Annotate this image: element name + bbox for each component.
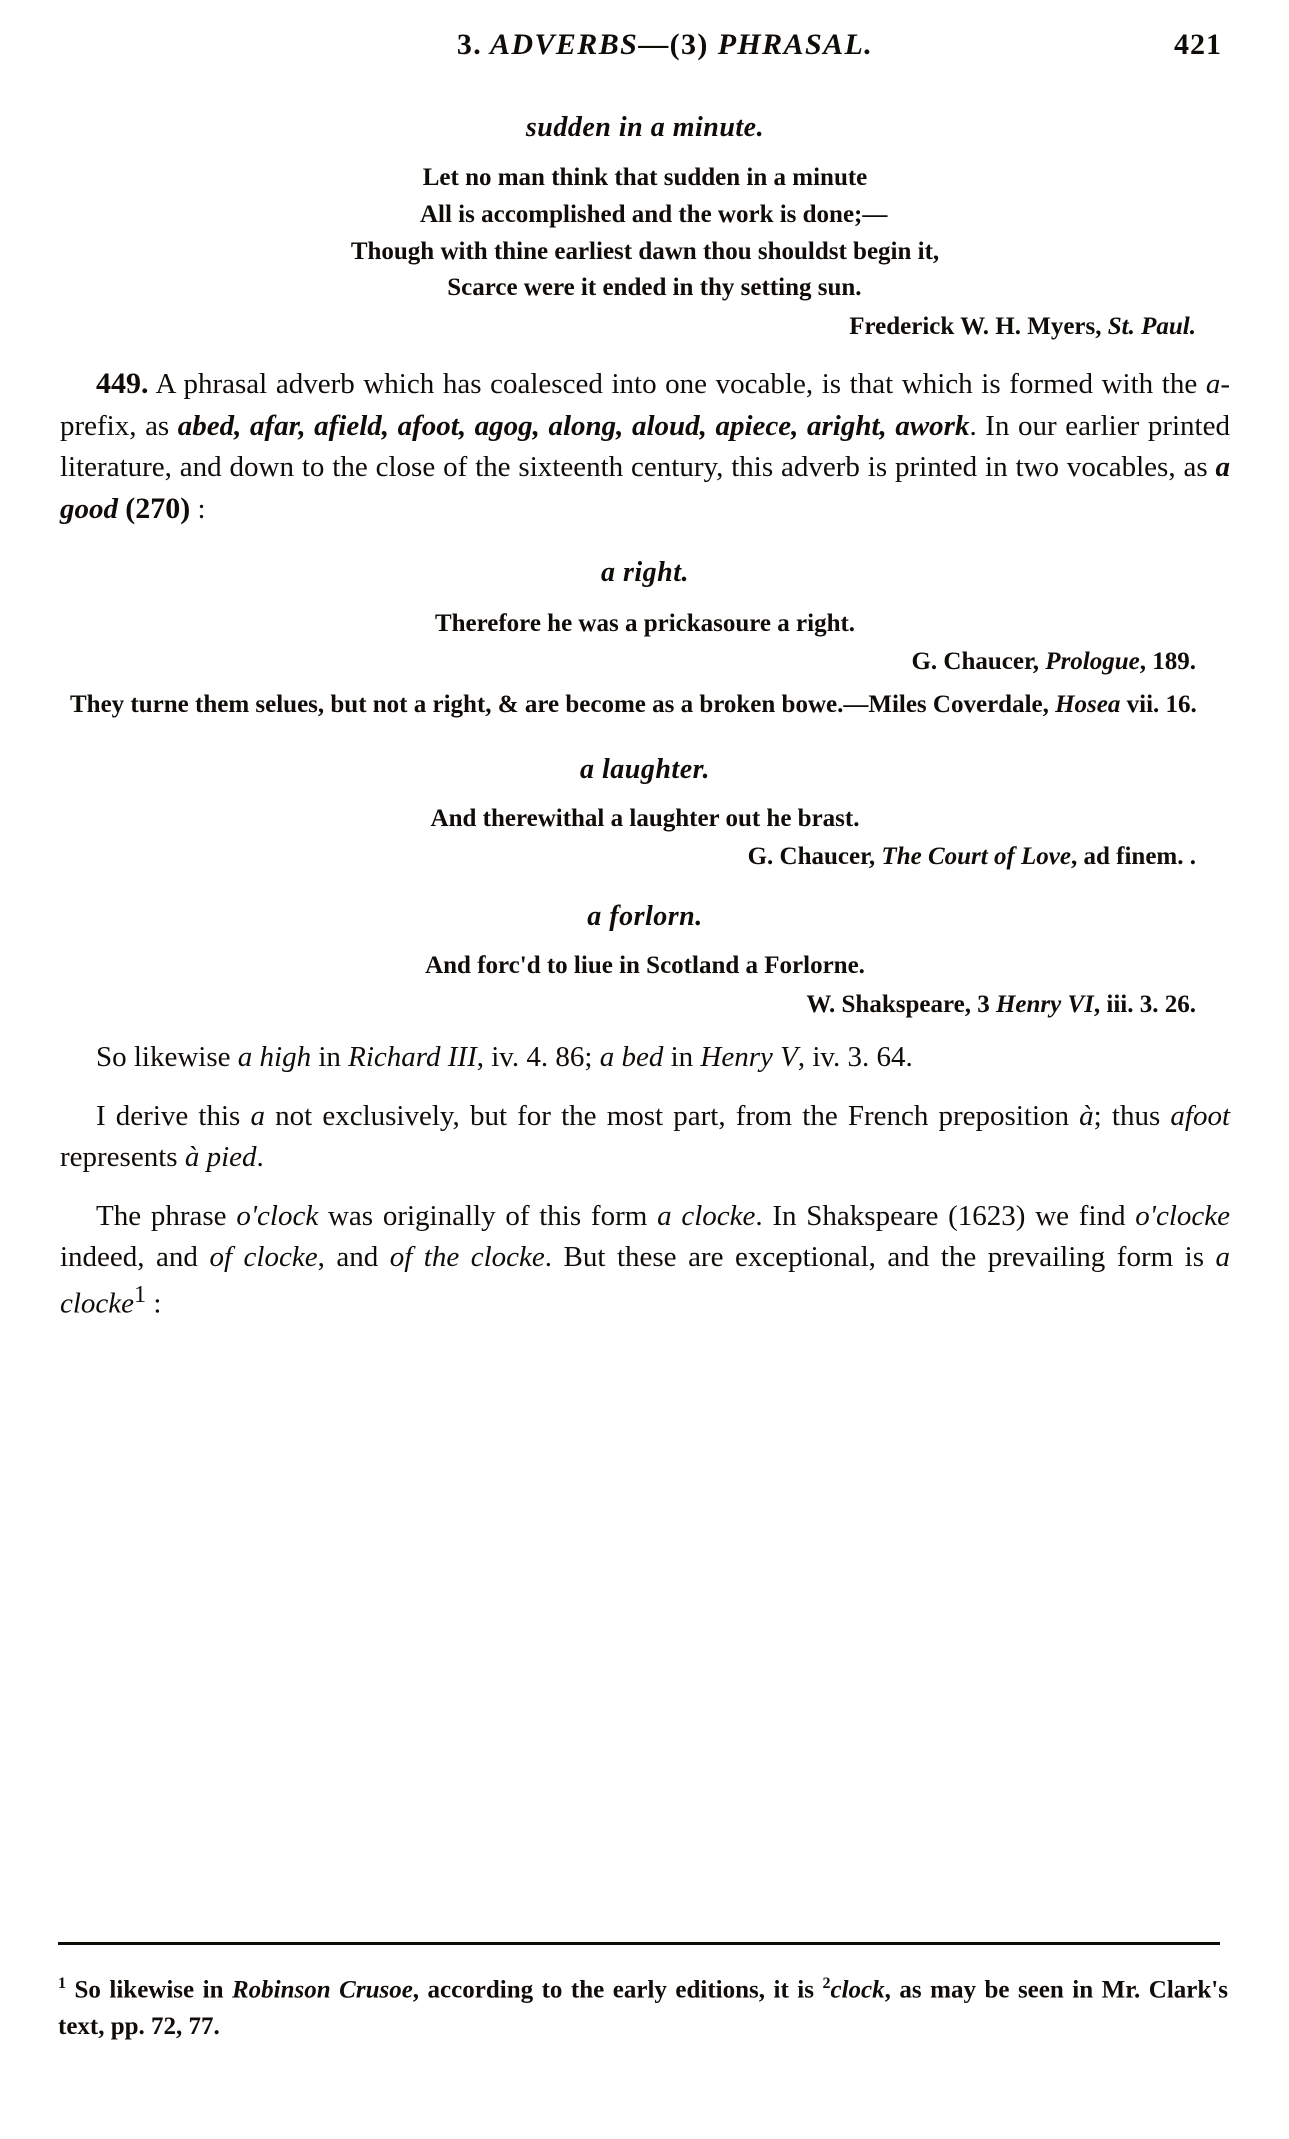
cite-a-laughter (60, 843, 1230, 871)
cite-a-forlorn (60, 991, 1230, 1019)
verse-attribution-author: Frederick W. H. Myers, (849, 313, 1108, 340)
cite-a-laughter-work: The Court of Love (881, 843, 1071, 871)
verse-line-2: All is accomplished and the work is done;— (402, 200, 888, 228)
paragraph-oclock-italic-5: of the clocke (389, 1241, 545, 1274)
paragraph-likewise-italic-3: a bed (599, 1040, 664, 1073)
quote-a-forlorn: And forc'd to liue in Scotland a Forlorne. (425, 952, 865, 980)
paragraph-oclock-text-6: . But these are exceptional, and the prevailing form is (544, 1241, 1216, 1274)
page-number: 421 (1174, 28, 1222, 61)
paragraph-derive-italic-1: a (250, 1099, 265, 1132)
paragraph-derive-italic-3: afoot (1170, 1099, 1231, 1132)
paragraph-449-text-3: . In our earlier printed literature, and down to the close of the sixteenth century, this adverb is printed in two vocables, as (60, 409, 1230, 483)
paragraph-oclock-italic-4: of clocke (209, 1241, 318, 1274)
paragraph-oclock-italic-6: a clocke (60, 1241, 1231, 1321)
footnote-italic-1: Robinson Crusoe (232, 1976, 413, 2004)
verse-line-4: Scarce were it ended in thy setting sun. (428, 274, 862, 302)
quote-a-laughter: And therewithal a laughter out he brast. (430, 804, 860, 832)
footnote-text-2: , according to the early editions, it is (412, 1976, 823, 2004)
cite-a-forlorn-locus: , iii. 3. 26. (1093, 990, 1196, 1018)
paragraph-derive-text-4: represents (60, 1140, 185, 1173)
heading-a-laughter: a laughter. (580, 753, 710, 785)
paragraph-oclock-text-2: was originally of this form (318, 1200, 658, 1233)
paragraph-likewise (60, 1037, 1230, 1078)
page-content (60, 28, 1230, 1325)
footnote-reference-marker: 1 (134, 1281, 147, 1309)
running-head-title-text: ADVERBS (490, 28, 639, 61)
cite-a-forlorn-author: W. Shakspeare, 3 (806, 990, 996, 1018)
paragraph-oclock-text-3: . In Shakspeare (1623) we find (755, 1200, 1136, 1233)
paragraph-449-text-5: : (190, 492, 206, 525)
verse-line-1: Let no man think that sudden in a minute (422, 164, 868, 191)
quote-coverdale (60, 686, 1230, 724)
heading-a-right: a right. (600, 556, 690, 588)
cite-a-right (60, 648, 1230, 676)
paragraph-oclock-text-4: indeed, and (60, 1241, 210, 1274)
heading-a-forlorn: a forlorn. (587, 901, 703, 933)
paragraph-oclock (60, 1196, 1230, 1325)
paragraph-derive-text-1: I derive this (96, 1099, 251, 1132)
heading-sudden-in-a-minute: sudden in a minute. (525, 112, 765, 143)
verse-attribution (60, 313, 1230, 341)
quote-coverdale-work: Hosea (1055, 691, 1121, 719)
paragraph-oclock-text-1: The phrase (96, 1200, 237, 1233)
verse-block (60, 160, 1230, 307)
paragraph-likewise-italic-2: Richard III (348, 1040, 477, 1073)
paragraph-likewise-text-5: , iv. 3. 64. (797, 1040, 913, 1073)
paragraph-449-italic-1: a (1205, 368, 1221, 400)
paragraph-derive-italic-4: à pied (184, 1140, 257, 1173)
paragraph-oclock-text-5: , and (317, 1241, 390, 1274)
running-head-dash: — (638, 28, 670, 61)
cite-a-laughter-locus: , ad finem. . (1071, 843, 1196, 871)
paragraph-likewise-text-3: , iv. 4. 86; (476, 1040, 600, 1073)
verse-line-3: Though with thine earliest dawn thou shouldst begin it, (350, 237, 940, 265)
cite-a-forlorn-work: Henry VI (995, 990, 1094, 1018)
paragraph-449-italic-2: abed, afar, afield, afoot, agog, along, aloud, apiece, aright, awork (177, 409, 970, 442)
paragraph-likewise-text-2: in (311, 1040, 349, 1073)
quote-a-right: Therefore he was a prickasoure a right. (434, 609, 856, 637)
paragraph-449 (60, 363, 1230, 531)
paragraph-likewise-italic-1: a high (237, 1040, 312, 1073)
paragraph-449-italic-3: a good (60, 450, 1230, 525)
running-head (60, 28, 1230, 86)
section-number-449: 449. (96, 367, 149, 400)
footnote-text-1: So likewise in (66, 1976, 232, 2004)
paragraph-likewise-italic-4: Henry V (700, 1040, 798, 1073)
paragraph-449-cross-ref: (270) (125, 491, 191, 525)
paragraph-oclock-italic-3: o'clocke (1135, 1200, 1231, 1233)
running-head-subsection: (3) (669, 28, 709, 61)
footnote-italic-2: clock (830, 1976, 885, 2004)
quote-coverdale-text-1: They turne them selues, but not a right, & are become as a broken bowe.—Miles Coverdale, (70, 691, 1056, 719)
footnote-divider (58, 1942, 1220, 1945)
paragraph-derive-text-5: . (256, 1140, 264, 1173)
paragraph-oclock-text-7: : (146, 1288, 162, 1321)
paragraph-derive-text-3: ; thus (1093, 1099, 1171, 1132)
paragraph-likewise-text-4: in (663, 1040, 701, 1073)
footnote-text-3: , as may be seen in Mr. Clark's text, pp. 72, 77. (58, 1976, 1228, 2040)
paragraph-oclock-italic-1: o'clock (236, 1200, 319, 1233)
running-head-title-text-2: PHRASAL. (717, 28, 874, 61)
quote-coverdale-text-2: vii. 16. (1120, 691, 1197, 719)
footnote-marker-2: 2 (822, 1975, 831, 1992)
cite-a-right-locus: , 189. (1139, 648, 1196, 676)
paragraph-derive-text-2: not exclusively, but for the most part, from the French preposition (264, 1099, 1080, 1132)
footnote-marker: 1 (58, 1975, 66, 1992)
cite-a-right-author: G. Chaucer, (911, 648, 1046, 676)
paragraph-likewise-text-1: So likewise (96, 1040, 238, 1073)
verse-attribution-work: St. Paul. (1107, 313, 1196, 340)
cite-a-right-work: Prologue (1045, 648, 1140, 676)
running-head-title (60, 28, 1230, 62)
paragraph-oclock-italic-2: a clocke (657, 1200, 756, 1233)
paragraph-derive-italic-2: à (1079, 1099, 1094, 1132)
paragraph-449-text-1: A phrasal adverb which has coalesced into one vocable, is that which is formed with the (148, 368, 1206, 400)
cite-a-laughter-author: G. Chaucer, (747, 843, 882, 871)
paragraph-449-text-2: -prefix, as (60, 368, 1230, 442)
paragraph-derive (60, 1096, 1230, 1178)
running-head-section-number: 3. (456, 28, 483, 61)
footnote (58, 1972, 1228, 2045)
